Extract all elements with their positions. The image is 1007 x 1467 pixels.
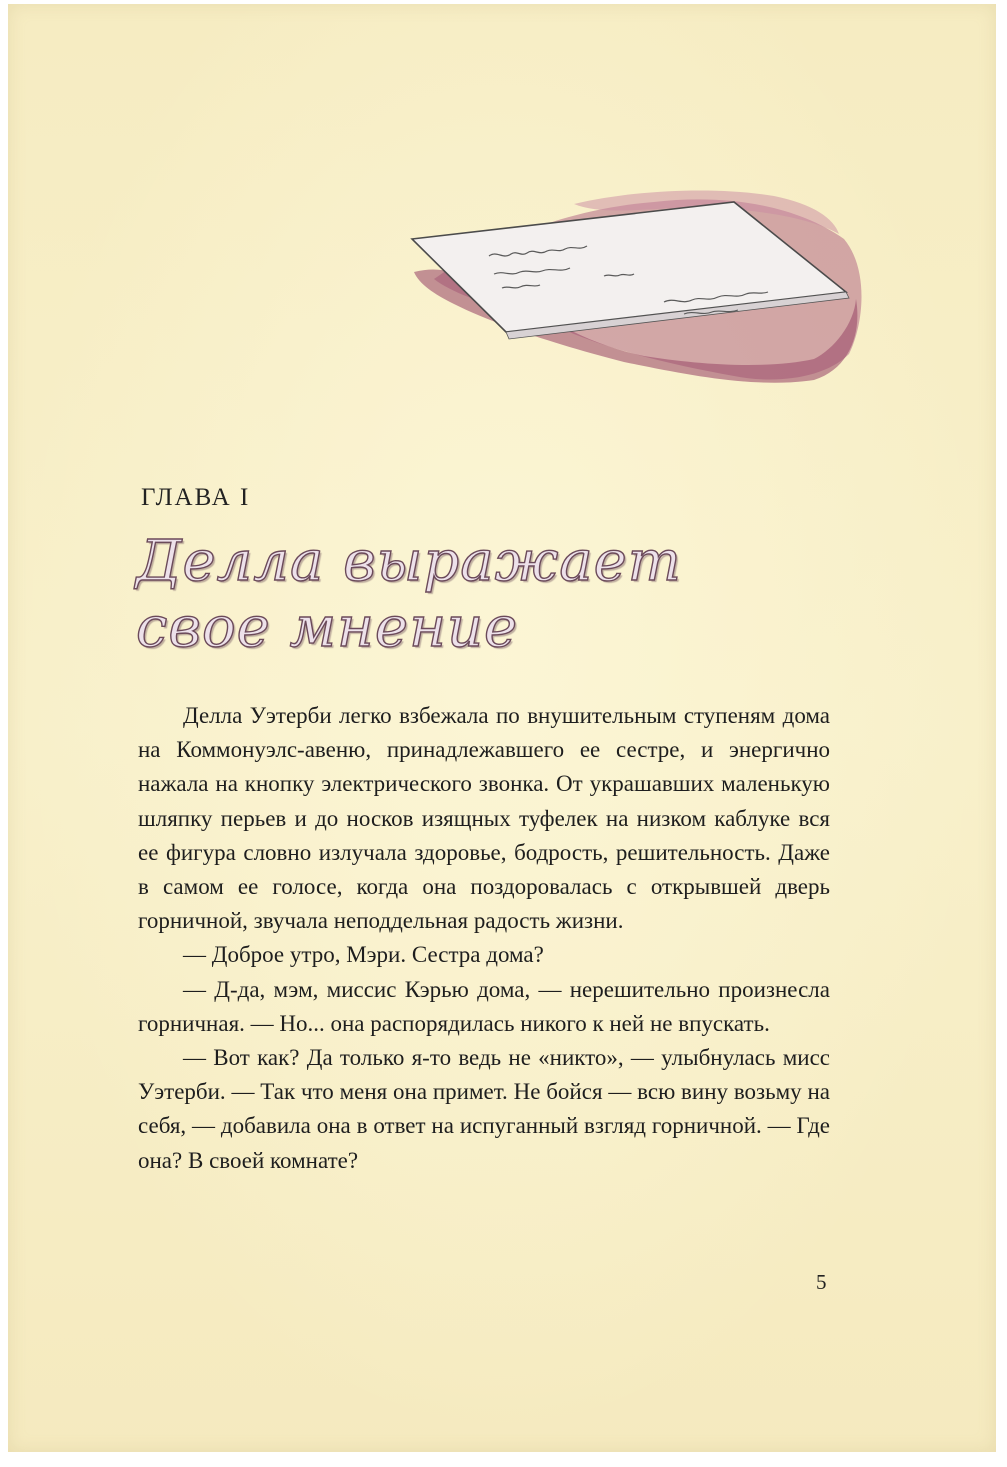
page-number: 5 (816, 1270, 827, 1294)
envelope-illustration (394, 184, 874, 394)
paragraph: — Д-да, мэм, миссис Кэрью дома, — нерешительно произнесла горничная. — Но... она распорядилась никого к ней не впускать. (138, 976, 830, 1036)
book-page (8, 4, 996, 1452)
chapter-label: ГЛАВА I (141, 484, 251, 511)
chapter-text (138, 699, 830, 1178)
chapter-title (136, 529, 856, 661)
paragraph: — Вот как? Да только я-то ведь не «никто», — улыбнулась мисс Уэтерби. — Так что меня она примет. Не бойся — всю вину возьму на себя, — добавила она в ответ на испуганный взгляд горничной. — Где она? В своей комнате? (138, 1045, 830, 1173)
chapter-title-line-1: Делла выражает (136, 529, 682, 594)
paragraph: — Доброе утро, Мэри. Сестра дома? (183, 942, 544, 968)
chapter-title-line-2: свое мнение (136, 595, 519, 660)
paragraph: Делла Уэтерби легко взбежала по внушительным ступеням дома на Коммонуэлс-авеню, принадлежавшего ее сестре, и энергично нажала на кнопку электрического звонка. От украшавших маленькую шляпку перьев и до носков изящных туфелек на низком каблуке вся ее фигура словно излучала здоровье, бодрость, решительность. Даже в самом ее голосе, когда она поздоровалась с открывшей дверь горничной, звучала неподдельная радость жизни. (138, 703, 830, 934)
